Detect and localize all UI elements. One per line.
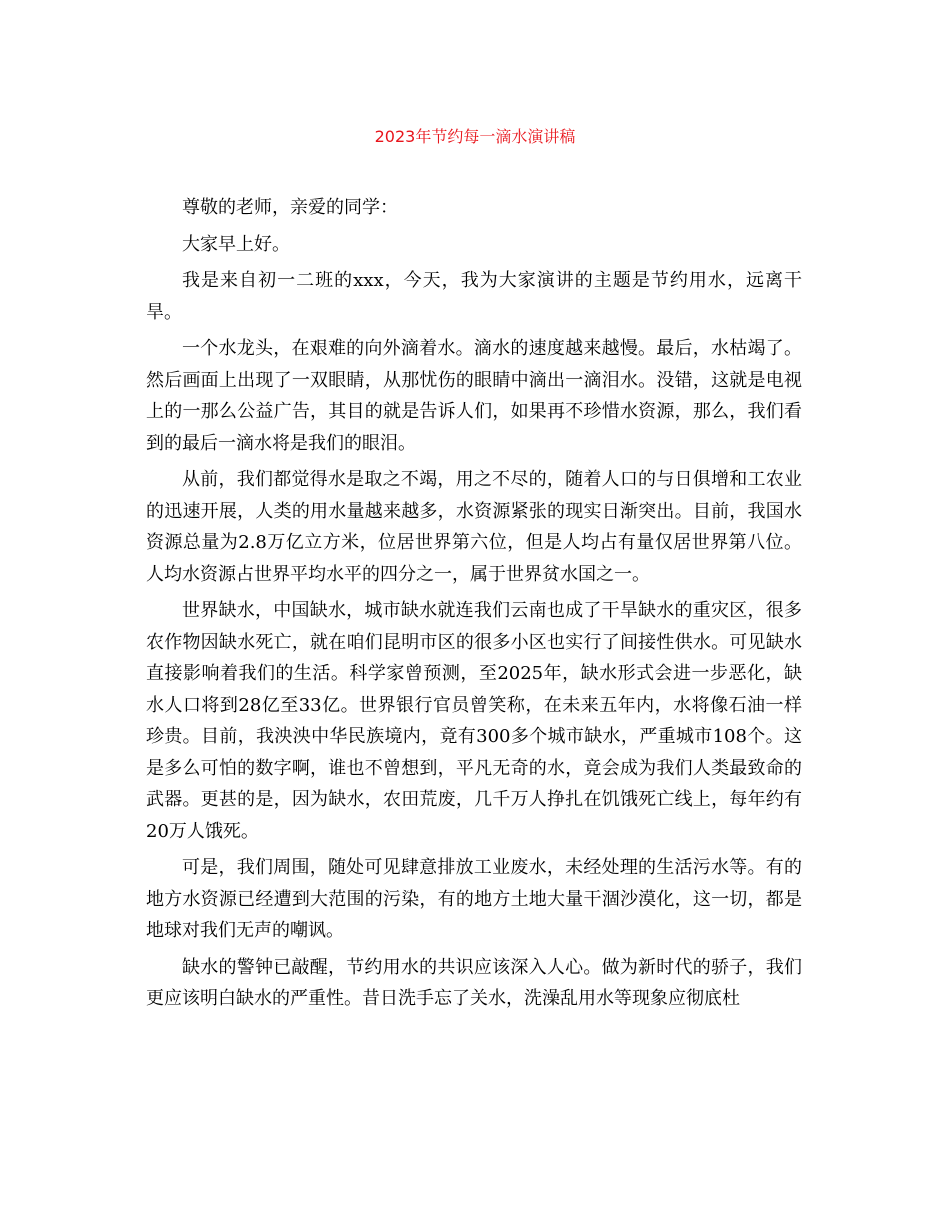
document-body: [146, 192, 802, 1020]
paragraph-call-to-action: 缺水的警钟已敲醒，节约用水的共识应该深入人心。做为新时代的骄子，我们更应该明白缺水的严重性。昔日洗手忘了关水，洗澡乱用水等现象应彻底杜: [146, 956, 802, 1009]
paragraph-intro: 我是来自初一二班的xxx，今天，我为大家演讲的主题是节约用水，远离干旱。: [146, 270, 802, 323]
paragraph-water-resources: 从前，我们都觉得水是取之不竭，用之不尽的，随着人口的与日俱增和工农业的迅速开展，人类的用水量越来越多，水资源紧张的现实日渐突出。目前，我国水资源总量为2.8万亿立方米，位居世界第六位，但是人均占有量仅居世界第八位。人均水资源占世界平均水平的四分之一，属于世界贫水国之一。: [146, 469, 802, 585]
paragraph-water-shortage: 世界缺水，中国缺水，城市缺水就连我们云南也成了干旱缺水的重灾区，很多农作物因缺水死亡，就在咱们昆明市区的很多小区也实行了间接性供水。可见缺水直接影响着我们的生活。科学家曾预测，至2025年，缺水形式会进一步恶化，缺水人口将到28亿至33亿。世界银行官员曾笑称，在未来五年内，水将像石油一样珍贵。目前，我泱泱中华民族境内，竟有300多个城市缺水，严重城市108个。这是多么可怕的数字啊，谁也不曾想到，平凡无奇的水，竟会成为我们人类最致命的武器。更甚的是，因为缺水，农田荒废，几千万人挣扎在饥饿死亡线上，每年约有20万人饿死。: [146, 600, 802, 842]
paragraph-pollution: 可是，我们周围，随处可见肆意排放工业废水，未经处理的生活污水等。有的地方水资源已经遭到大范围的污染，有的地方土地大量干涸沙漠化，这一切，都是地球对我们无声的嘲讽。: [146, 857, 802, 941]
paragraph-greeting: 尊敬的老师，亲爱的同学：: [182, 197, 398, 218]
document-title: 2023年节约每一滴水演讲稿: [374, 127, 576, 146]
paragraph-good-morning: 大家早上好。: [182, 233, 290, 255]
paragraph-faucet-ad: 一个水龙头，在艰难的向外滴着水。滴水的速度越来越慢。最后，水枯竭了。然后画面上出现了一双眼睛，从那忧伤的眼睛中滴出一滴泪水。没错，这就是电视上的一那么公益广告，其目的就是告诉人们，如果再不珍惜水资源，那么，我们看到的最后一滴水将是我们的眼泪。: [146, 338, 802, 454]
